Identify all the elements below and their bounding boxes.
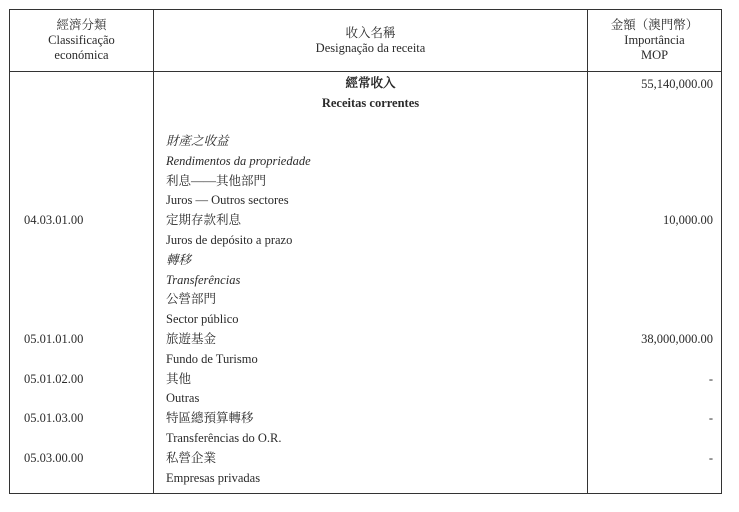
designation-line: Sector público <box>166 312 239 326</box>
designation-line: 私營企業 <box>166 451 217 465</box>
header-desc-zh: 收入名稱 <box>345 25 396 40</box>
designation-line: 轉移 <box>166 253 192 267</box>
header-code-zh: 經濟分類 <box>56 18 107 32</box>
amount-value: - <box>708 451 713 465</box>
designation-line: Outras <box>166 391 200 405</box>
header-code-pt2: económica <box>54 48 109 62</box>
designation-line: 定期存款利息 <box>166 213 242 227</box>
section-total: 55,140,000.00 <box>641 77 713 91</box>
header-amt-zh: 金額（澳門幣） <box>610 18 699 32</box>
header-desc-pt: Designação da receita <box>315 40 426 55</box>
classification-code: 05.01.02.00 <box>24 372 84 386</box>
designation-line: 利息——其他部門 <box>166 174 267 188</box>
header-divider <box>10 71 721 72</box>
designation-line: Juros — Outros sectores <box>166 193 289 207</box>
header-amt-pt2: MOP <box>640 48 669 62</box>
designation-line: 特區總預算轉移 <box>166 411 254 425</box>
designation-line: 其他 <box>166 372 192 386</box>
classification-code: 05.03.00.00 <box>24 451 84 465</box>
designation-line: 公營部門 <box>166 292 217 306</box>
designation-line: 財產之收益 <box>166 134 229 148</box>
header-amt-pt1: Importância <box>624 33 685 47</box>
header-amount <box>588 10 721 71</box>
column-divider-2 <box>587 10 588 493</box>
designation-line: Transferências <box>166 273 241 287</box>
classification-code: 05.01.01.00 <box>24 332 84 346</box>
designation-line: 旅遊基金 <box>166 332 217 346</box>
amount-value: - <box>708 372 713 386</box>
header-code-pt1: Classificação <box>48 33 115 47</box>
designation-line: Transferências do O.R. <box>166 431 282 445</box>
designation-line: Empresas privadas <box>166 471 261 485</box>
header-designation <box>154 10 587 71</box>
revenue-table <box>9 9 722 494</box>
section-title-zh: 經常收入 <box>345 76 396 90</box>
classification-code: 04.03.01.00 <box>24 213 84 227</box>
header-classification <box>10 10 153 71</box>
designation-line: Rendimentos da propriedade <box>166 154 311 168</box>
amount-value: 38,000,000.00 <box>641 332 713 346</box>
amount-value: - <box>708 411 713 425</box>
section-title-pt: Receitas correntes <box>321 96 420 110</box>
classification-code: 05.01.03.00 <box>24 411 84 425</box>
amount-value: 10,000.00 <box>663 213 713 227</box>
designation-line: Juros de depósito a prazo <box>166 233 293 247</box>
designation-line: Fundo de Turismo <box>166 352 258 366</box>
